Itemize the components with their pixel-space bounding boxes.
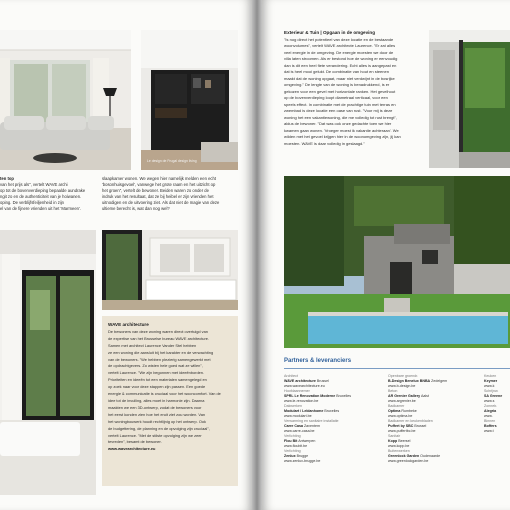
photo-caption: Le design de Frugal design living (147, 159, 197, 163)
section-line: dan is dit een heel fiete verandering. Echt alles is aangepast en (284, 62, 397, 68)
box-line: vertelt Laurence. "We zijn begonnen met ideeënborden. (108, 370, 205, 376)
partner-role: Beton (388, 389, 398, 393)
section-line: wilden met het gevoel krijgen hier in de woonomgeving zijn, jij kan (284, 134, 401, 139)
col1-line: oping. De verblijfsfeiljenheid in zijn (0, 200, 65, 205)
partner-url[interactable]: www.b-design.be (388, 384, 416, 388)
partner-name: Flou Bit (284, 439, 298, 443)
partner-url[interactable]: www.carre-casa.be (284, 429, 315, 433)
house-exterior-image (284, 176, 510, 348)
col1-line: op tot de bovenverdieping bepaalde aundrake (0, 188, 86, 193)
partner-entry (484, 389, 510, 404)
partner-place: Zedelgem (431, 379, 448, 383)
partner-role: Badkamer en keukenbladen (388, 419, 433, 423)
left-page (0, 0, 252, 510)
partner-name: Kopp (388, 439, 398, 443)
partner-entry (484, 404, 510, 419)
partner-url[interactable]: www.le-renovation.be (284, 399, 319, 403)
partner-url[interactable]: www.t (484, 429, 494, 433)
architect-box-text (108, 322, 234, 453)
box-line: het eerst konden zien hoe het eruit ziet zou worden. Van (108, 411, 206, 417)
box-line: het woningbouwerk houdt rechtlijnig op het ontwerp. Ook (108, 418, 206, 424)
partner-name: AR Grenier Gallery (388, 394, 421, 398)
section-heading: Exterieur & Tuin | Opgaan in de omgeving (284, 30, 376, 35)
partners-rule (284, 368, 510, 369)
section-line: zwembad is deze locatie een oase van rust. "Voor mij is deze (284, 108, 393, 113)
partner-entry (388, 389, 480, 404)
partner-role: Keuken (484, 374, 497, 378)
partner-place: Bruxelles (324, 409, 340, 413)
bathroom-photo (0, 230, 96, 495)
partner-name: WAVE architecture (284, 379, 316, 383)
col2-line: 'bosonhuisgevoel', vanwege het grote raam en het uitzicht op (102, 182, 216, 187)
partner-entry (284, 449, 384, 464)
partner-place: Beersel (398, 439, 411, 443)
col1-line: ngit zo en de authenticiteit van je hoiwanen. (0, 194, 82, 199)
partner-place: Rumbeke (401, 409, 417, 413)
partner-role: Hoofdaannemer (284, 389, 310, 393)
partner-entry (284, 389, 384, 404)
partner-entry (388, 434, 480, 449)
bathroom-image (0, 230, 96, 495)
left-col2-text (102, 176, 242, 212)
partner-entry (284, 404, 384, 419)
partner-name: Zenlux (284, 454, 296, 458)
box-heading: WAVE architecture (108, 322, 149, 327)
partners-col-3 (484, 374, 510, 434)
section-line: "Is nog direct het potentieel van deze locatie en de bestaande (284, 36, 394, 42)
col2-line: het groen", vertelt de bewoner. Beiden waren zo onder de (102, 188, 209, 193)
partner-name: Puffert by SBC (388, 424, 414, 428)
box-line: energie & communicatie is cruciaal voor het wooncomfort. Van de (108, 391, 221, 397)
box-line: ze een woning die aansluit bij het karakter en de verwachting (108, 349, 214, 355)
partner-role: Openbare groendr. (388, 374, 419, 378)
box-website-link[interactable]: www.wavearchitecture.eu (108, 446, 156, 452)
col2-line: indruk van het resultaat, dat ze bij heibel er zijn vrienden het (102, 194, 214, 199)
col1-heading: ten top (0, 176, 14, 181)
partner-role: Verlichting (284, 434, 301, 438)
partners-col-2 (388, 374, 480, 464)
partner-url[interactable]: www.wavearchitecture.eu (284, 384, 325, 388)
box-line: vertelt Laurence. "Met de stilste opvolging zijn we zeer (108, 432, 202, 438)
box-line: Prioriteiten en ideeën tot een materialen samengelegd en (108, 377, 207, 383)
col1-line: van het prijs als", vertelt WAVE archi (0, 182, 68, 187)
partner-entry (284, 419, 384, 434)
page-gutter (252, 0, 262, 510)
partner-name: Boffers (484, 424, 497, 428)
partner-url[interactable]: www. (484, 414, 493, 418)
partner-place: Aalst (420, 394, 429, 398)
partner-url[interactable]: www.floubit.be (284, 444, 308, 448)
section-line: dat is heel mooi gelukt. De combinatie van hout en steenen (284, 69, 389, 74)
partner-entry (284, 434, 384, 449)
partner-url[interactable]: www.optima.be (388, 414, 413, 418)
exterior-text (284, 30, 430, 147)
partner-entry (484, 419, 510, 434)
partner-url[interactable]: www.greenlockgarden.be (388, 459, 429, 463)
section-line: moesten. WAVE is daar volledig in geslaagd." (284, 140, 365, 146)
corner-window-photo (429, 30, 510, 168)
partner-name: Modulart / Leblanhome (284, 409, 324, 413)
sink-photo (102, 230, 238, 310)
partner-url[interactable]: www.k (484, 384, 495, 388)
partner-role: Badkamer (388, 404, 405, 408)
partner-role: Buitenwerken (388, 449, 410, 453)
partner-name: SPRL Le Renovation Moderne (284, 394, 336, 398)
section-line: villa laten stroomen. Als er bestond hoe de woning er eenvoudig (284, 56, 398, 61)
section-line: kwamen gaan wonen. 'Vroeger moest ik vakantie achteraan'. We (284, 127, 399, 133)
partner-role: Sanitair (388, 434, 401, 438)
box-line: de expertise van het Brusselse bureau WAVE architecture. (108, 335, 209, 341)
partner-entry (388, 419, 480, 434)
box-line: van de bewoners. "We hebben plezierig samengewerkt met (108, 356, 211, 362)
box-line: op zoek naar voor deze stappen zijn passen. Een goede (108, 384, 206, 390)
left-col1-text (0, 176, 96, 212)
partner-role: Verwarming en sanitaire installatie (284, 419, 339, 423)
partner-role: Binnen (484, 419, 496, 423)
partner-place: Oudenaarde (420, 454, 441, 458)
living-room-photo (0, 30, 131, 170)
box-line: maakten we een 3D-ontwerp, zodat de bewoners voor (108, 404, 202, 410)
partner-url[interactable]: www.kopp.be (388, 444, 410, 448)
box-line: de opdrachtgevers. Zo wisten hele goed wat ze willen", (108, 363, 203, 369)
partner-name: SA Greene (484, 394, 503, 398)
partners-col-1 (284, 374, 384, 464)
partner-entry (388, 374, 480, 389)
partner-entry (388, 449, 480, 464)
partner-name: Keymer (484, 379, 498, 383)
cabinet-image (141, 30, 238, 170)
partner-entry (484, 374, 510, 389)
section-line: veel energie in de omgeving. De energie moesten we door de (284, 49, 394, 55)
partner-name: Greenlock Garden (388, 454, 420, 458)
partner-role: Architect (284, 374, 298, 378)
partner-url[interactable]: www.zenlux-brugge.be (284, 459, 321, 463)
partner-entry (284, 374, 384, 389)
box-line: De bewoners van deze woning waren direct overtuigd van (108, 328, 208, 334)
partner-place: Antwerpen (298, 439, 316, 443)
house-exterior-photo (284, 176, 510, 348)
section-line: woonvolumes", vertelt WAVE architecte Laurence. "Er zat alles (284, 43, 396, 48)
partner-entry (388, 404, 480, 419)
partner-place: Brussel (316, 379, 329, 383)
partner-url[interactable]: www.modulart.be (284, 414, 312, 418)
partner-name: Alegria (484, 409, 497, 413)
box-line: tevreden", besamt de bewoner. (108, 439, 162, 445)
partner-place: Bruxelles (336, 394, 352, 398)
living-room-image (0, 30, 131, 170)
col2-line: uitnodigen en de uitvoering ziet. Als dat niet de magie van deze (102, 200, 220, 205)
section-line: speels effect. In combinatie met de prachtige tuin met terras en (284, 101, 396, 107)
partner-place: Brussel (414, 424, 427, 428)
partner-role: Zonneb. (484, 404, 498, 408)
right-page (262, 0, 510, 510)
partner-url[interactable]: www.argrenier.be (388, 399, 416, 403)
partner-name: B-Design Benelux BNBA (388, 379, 431, 383)
partner-url[interactable]: www.puffertbc.be (388, 429, 416, 433)
partner-name: Optima (388, 409, 401, 413)
col1-line: el van de fijnere vrienden uit het 'Marmeen'. (0, 206, 81, 211)
partner-place: Brugge (296, 454, 309, 458)
partner-role: Verlichting (284, 449, 301, 453)
sink-image (102, 230, 238, 310)
section-line: aldus de bewoner. "Dat was ook onze gedachte toen we hier (284, 121, 392, 126)
partner-url[interactable]: www.s (484, 399, 495, 403)
partner-role: Dakwerken (284, 404, 302, 408)
section-line: omgeving." De lengte van de woning is benadrukkend, is er (284, 82, 390, 87)
col2-line: slaapkamer wonen. We wegen hier namelijk melden een echt (102, 176, 216, 181)
partner-role: Schrijnw. (484, 389, 499, 393)
cabinet-photo (141, 30, 238, 170)
section-line: gekozen voor een gevel met horizontale ranken. Het gevelhout (284, 88, 396, 94)
box-line: idee tot de invulling, alles moet in harmonie zijn. Daarna (108, 397, 205, 403)
section-line: op de bovenverdieping loopt diametraal verticaal, voor een (284, 95, 388, 100)
box-line: de budgettering, de planning en de opvolging zijn cruciaal", (108, 425, 210, 431)
section-line: woning het een vakantiewoning, die me volledig tot rust brengt", (284, 114, 398, 120)
section-line: maakt dat de woning opgaat, maar niet verdwijnt in de bosrijke (284, 75, 395, 81)
box-line: Samen met architect Laurence Vander Stel hebben (108, 342, 197, 348)
partners-title: Partners & leveranciers (284, 358, 352, 364)
corner-window-image (429, 30, 510, 168)
col2-line: ultieme berecht is, wat dan nog wel? (102, 206, 170, 211)
partner-place: Zaventem (303, 424, 320, 428)
partner-name: Carre Casa (284, 424, 303, 428)
